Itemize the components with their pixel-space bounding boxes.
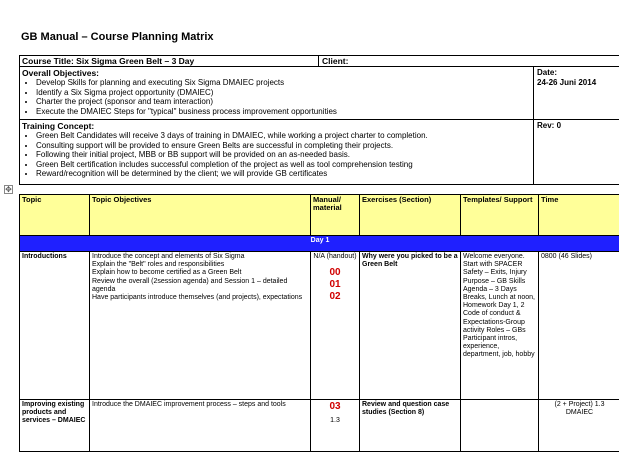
objective-item: • Execute the DMAIEC Steps for "typical" business process improvement opportunities	[36, 107, 531, 117]
templates-cell	[461, 400, 539, 452]
col-header-objectives: Topic Objectives	[90, 195, 311, 236]
manual-label: N/A (handout)	[313, 253, 357, 260]
topic-cell: Introductions	[20, 252, 90, 400]
date-label: Date:	[537, 68, 558, 77]
objective-line: Explain the "Belt" roles and responsibilities	[92, 261, 225, 269]
manual-number: 02	[329, 291, 341, 303]
topic-cell: Improving existing products and services – DMAIEC	[20, 400, 90, 452]
manual-subnumber: 1.3	[330, 417, 340, 424]
objective-line: Review the overall (2session agenda) and Session 1 – detailed agenda	[92, 277, 288, 293]
day-row	[20, 236, 619, 252]
training-item: • Green Belt certification includes successful completion of the project as well as tool comprehension testing	[36, 160, 531, 170]
objective-line: Introduce the concept and elements of Six Sigma	[92, 253, 245, 260]
col-header-time: Time	[539, 195, 619, 236]
manual-cell	[311, 400, 360, 452]
col-header-topic: Topic	[20, 195, 90, 236]
manual-number: 03	[329, 401, 341, 412]
col-header-manual: Manual/ material	[311, 195, 360, 236]
manual-number: 00	[329, 267, 341, 279]
objective-item: • Identify a Six Sigma project opportunity (DMAIEC)	[36, 88, 531, 98]
table-row	[20, 400, 619, 452]
objectives-cell: Introduce the DMAIEC improvement process – steps and tools	[90, 400, 311, 452]
planning-matrix-table	[19, 194, 619, 452]
col-header-templates: Templates/ Support	[461, 195, 539, 236]
course-title: Course Title: Six Sigma Green Belt – 3 Day	[20, 56, 319, 66]
document-title: GB Manual – Course Planning Matrix	[21, 31, 214, 43]
table-row	[20, 252, 619, 400]
training-item: • Green Belt Candidates will receive 3 days of training in DMAIEC, while working a project charter to completion.	[36, 131, 531, 141]
manual-cell	[311, 252, 360, 400]
training-item: • Consulting support will be provided to ensure Green Belts are successful in completing their projects.	[36, 141, 531, 151]
training-section	[19, 119, 619, 185]
objective-line: Have participants introduce themselves (and projects), expectations	[92, 294, 303, 302]
manual-number: 01	[329, 279, 341, 291]
objectives-section	[19, 66, 619, 120]
objectives-heading: Overall Objectives:	[22, 68, 100, 78]
training-item: • Following their initial project, MBB or BB support will be provided on an as-needed basis.	[36, 150, 531, 160]
date-value: 24-26 Juni 2014	[537, 77, 597, 87]
objective-item: • Develop Skills for planning and executing Six Sigma DMAIEC projects	[36, 78, 531, 88]
objective-line: Explain how to become certified as a Green Belt	[92, 269, 242, 277]
objectives-cell	[90, 252, 311, 400]
col-header-exercises: Exercises (Section)	[360, 195, 461, 236]
training-item: • Reward/recognition will be determined by the client; we will provide GB certificates	[36, 169, 531, 179]
table-move-handle-icon[interactable]: ✥	[5, 185, 12, 194]
client-label: Client:	[322, 56, 349, 66]
templates-cell: Welcome everyone. Start with SPACER Safety – Exits, Injury Purpose – GB Skills Agenda – 3 Days Breaks, Lunch at noon, Homework Day 1, 2 Code of conduct & Expectations-Group activity Roles – GBs Participant intros, experience, department, job, hobby	[461, 252, 539, 400]
objective-item: • Charter the project (sponsor and team interaction)	[36, 97, 531, 107]
exercise-cell: Review and question case studies (Section 8)	[360, 400, 461, 452]
training-heading: Training Concept:	[22, 121, 95, 131]
day-label: Day 1	[20, 236, 619, 252]
time-cell: 0800 (46 Slides)	[539, 252, 619, 400]
revision-label: Rev: 0	[537, 121, 562, 130]
time-cell: (2 + Project) 1.3 DMAIEC	[539, 400, 619, 452]
exercise-cell: Why were you picked to be a Green Belt	[360, 252, 461, 400]
table-header-row	[20, 195, 619, 236]
